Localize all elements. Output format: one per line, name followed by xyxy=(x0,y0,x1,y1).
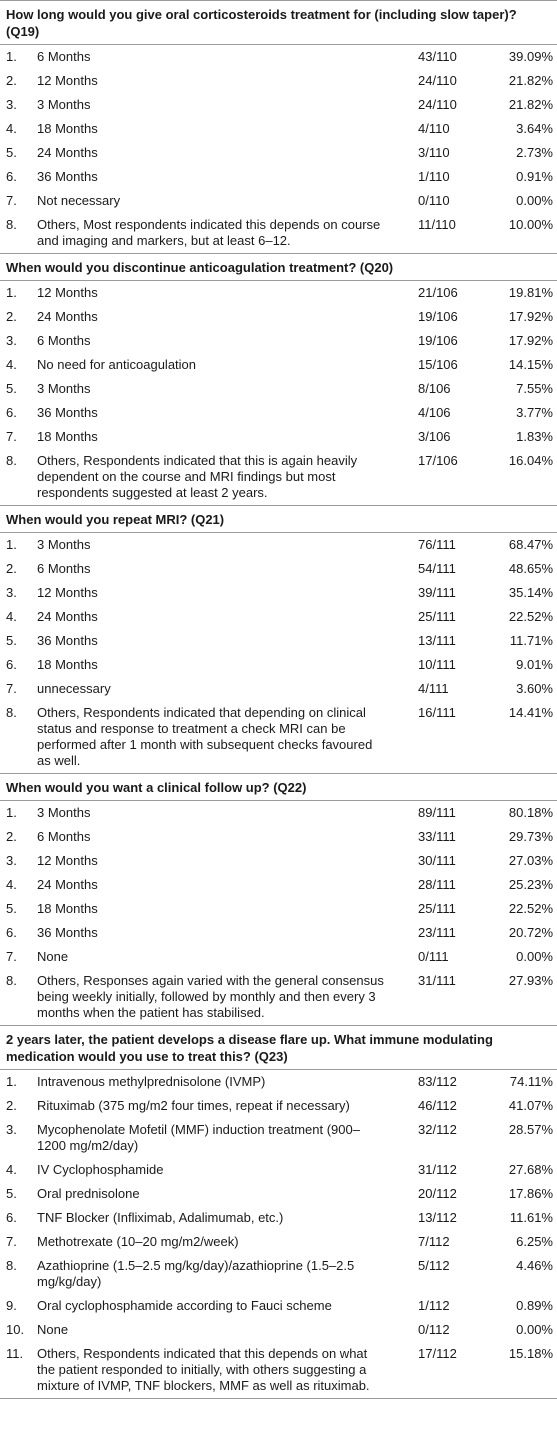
response-percentage: 0.89% xyxy=(516,1298,553,1313)
response-count: 43/110 xyxy=(418,49,457,64)
table-row xyxy=(0,1254,557,1294)
option-label: 18 Months xyxy=(37,429,98,444)
response-percentage: 80.18% xyxy=(508,805,553,820)
table-row xyxy=(0,581,557,605)
response-percentage: 41.07% xyxy=(508,1098,553,1113)
option-number: 5. xyxy=(6,381,17,396)
option-number: 8. xyxy=(6,973,17,988)
option-label: 3 Months xyxy=(37,537,91,552)
response-percentage: 22.52% xyxy=(508,609,553,624)
response-percentage: 17.92% xyxy=(508,309,553,324)
option-number: 1. xyxy=(6,1074,17,1089)
response-count: 5/112 xyxy=(418,1258,450,1273)
response-count: 3/110 xyxy=(418,145,450,160)
option-label: Azathioprine (1.5–2.5 mg/kg/day)/azathioprine (1.5–2.5 mg/kg/day) xyxy=(37,1258,355,1289)
response-percentage: 3.77% xyxy=(516,405,553,420)
option-label: No need for anticoagulation xyxy=(37,357,197,372)
response-count: 30/111 xyxy=(418,853,456,868)
table-row xyxy=(0,1158,557,1182)
response-percentage: 3.60% xyxy=(516,681,553,696)
option-label: Others, Respondents indicated that this is again heavily dependent on the course and MRI findings but most respondents suggested at least 2 years. xyxy=(37,453,358,500)
table-row xyxy=(0,305,557,329)
response-percentage: 2.73% xyxy=(516,145,553,160)
response-count: 24/110 xyxy=(418,97,457,112)
option-label: 24 Months xyxy=(37,145,98,160)
option-label: 24 Months xyxy=(37,609,98,624)
response-percentage: 35.14% xyxy=(508,585,553,600)
table-row xyxy=(0,533,557,557)
table-row xyxy=(0,281,557,305)
response-count: 1/112 xyxy=(418,1298,450,1313)
table-row xyxy=(0,165,557,189)
table-row xyxy=(0,1230,557,1254)
response-count: 89/111 xyxy=(418,805,456,820)
response-count: 76/111 xyxy=(418,537,456,552)
response-percentage: 27.03% xyxy=(508,853,553,868)
option-label: 12 Months xyxy=(37,285,98,300)
response-percentage: 11.71% xyxy=(509,633,553,648)
option-number: 1. xyxy=(6,285,17,300)
option-label: Others, Respondents indicated that depending on clinical status and response to treatment a check MRI can be performed after 1 month with subsequent checks favoured as well. xyxy=(37,705,373,768)
response-percentage: 48.65% xyxy=(508,561,553,576)
response-count: 19/106 xyxy=(418,333,458,348)
table-row xyxy=(0,653,557,677)
response-percentage: 19.81% xyxy=(508,285,553,300)
option-label: 24 Months xyxy=(37,309,98,324)
option-number: 2. xyxy=(6,829,17,844)
option-number: 6. xyxy=(6,169,17,184)
option-number: 7. xyxy=(6,193,17,208)
response-percentage: 0.00% xyxy=(516,193,553,208)
table-row xyxy=(0,605,557,629)
response-percentage: 15.18% xyxy=(508,1346,553,1361)
option-label: Methotrexate (10–20 mg/m2/week) xyxy=(37,1234,239,1249)
option-number: 5. xyxy=(6,145,17,160)
option-number: 1. xyxy=(6,537,17,552)
option-label: Rituximab (375 mg/m2 four times, repeat if necessary) xyxy=(37,1098,350,1113)
response-count: 0/112 xyxy=(418,1322,450,1337)
option-number: 8. xyxy=(6,217,17,232)
option-label: Others, Respondents indicated that this depends on what the patient responded to initially, with others suggesting a mixture of IVMP, TNF blockers, MMF as well as rituximab. xyxy=(37,1346,370,1393)
response-count: 0/110 xyxy=(418,193,450,208)
option-label: TNF Blocker (Infliximab, Adalimumab, etc.) xyxy=(37,1210,284,1225)
option-number: 8. xyxy=(6,705,17,720)
response-count: 25/111 xyxy=(418,609,456,624)
response-percentage: 11.61% xyxy=(509,1210,553,1225)
response-percentage: 21.82% xyxy=(508,97,553,112)
table-row xyxy=(0,701,557,773)
option-number: 10. xyxy=(6,1322,25,1337)
response-count: 23/111 xyxy=(418,925,456,940)
option-number: 8. xyxy=(6,1258,17,1273)
option-label: 18 Months xyxy=(37,657,98,672)
table-row xyxy=(0,897,557,921)
response-percentage: 0.00% xyxy=(516,1322,553,1337)
response-percentage: 3.64% xyxy=(516,121,553,136)
response-percentage: 7.55% xyxy=(516,381,553,396)
question-heading: When would you repeat MRI? (Q21) xyxy=(0,505,557,533)
response-count: 19/106 xyxy=(418,309,458,324)
option-number: 2. xyxy=(6,309,17,324)
response-count: 7/112 xyxy=(418,1234,450,1249)
option-label: Others, Responses again varied with the general consensus being weekly initially, followed by monthly and then every 3 months when the patient has stabilised. xyxy=(37,973,384,1020)
table-row xyxy=(0,329,557,353)
option-label: 36 Months xyxy=(37,405,98,420)
table-row xyxy=(0,557,557,581)
table-row xyxy=(0,401,557,425)
table-row xyxy=(0,425,557,449)
option-number: 6. xyxy=(6,925,17,940)
table-row xyxy=(0,825,557,849)
option-number: 2. xyxy=(6,561,17,576)
option-label: Oral cyclophosphamide according to Fauci scheme xyxy=(37,1298,332,1313)
response-percentage: 1.83% xyxy=(516,429,553,444)
response-count: 83/112 xyxy=(418,1074,457,1089)
table-row xyxy=(0,969,557,1025)
response-count: 33/111 xyxy=(418,829,456,844)
response-count: 25/111 xyxy=(418,901,456,916)
response-count: 39/111 xyxy=(418,585,456,600)
response-count: 8/106 xyxy=(418,381,451,396)
response-count: 24/110 xyxy=(418,73,457,88)
table-row xyxy=(0,1318,557,1342)
option-label: 3 Months xyxy=(37,97,91,112)
table-row xyxy=(0,141,557,165)
option-number: 5. xyxy=(6,901,17,916)
option-number: 7. xyxy=(6,681,17,696)
response-count: 16/111 xyxy=(418,705,456,720)
option-number: 2. xyxy=(6,73,17,88)
option-label: IV Cyclophosphamide xyxy=(37,1162,164,1177)
table-row xyxy=(0,1342,557,1399)
response-percentage: 17.92% xyxy=(508,333,553,348)
response-percentage: 21.82% xyxy=(508,73,553,88)
response-count: 32/112 xyxy=(418,1122,457,1137)
option-label: None xyxy=(37,1322,69,1337)
response-count: 21/106 xyxy=(418,285,458,300)
response-count: 13/111 xyxy=(418,633,456,648)
option-number: 6. xyxy=(6,1210,17,1225)
option-number: 8. xyxy=(6,453,17,468)
response-percentage: 27.68% xyxy=(508,1162,553,1177)
option-number: 3. xyxy=(6,333,17,348)
table-row xyxy=(0,1070,557,1094)
option-number: 3. xyxy=(6,853,17,868)
option-number: 6. xyxy=(6,405,17,420)
option-number: 4. xyxy=(6,609,17,624)
option-label: Mycophenolate Mofetil (MMF) induction treatment (900–1200 mg/m2/day) xyxy=(37,1122,360,1153)
question-heading: 2 years later, the patient develops a disease flare up. What immune modulating medication would you use to treat this? (Q23) xyxy=(0,1025,557,1070)
response-count: 46/112 xyxy=(418,1098,457,1113)
option-number: 6. xyxy=(6,657,17,672)
response-percentage: 14.15% xyxy=(508,357,553,372)
response-count: 0/111 xyxy=(418,949,449,964)
option-label: Oral prednisolone xyxy=(37,1186,140,1201)
response-percentage: 6.25% xyxy=(516,1234,553,1249)
response-percentage: 22.52% xyxy=(508,901,553,916)
option-label: 36 Months xyxy=(37,169,98,184)
table-row xyxy=(0,1294,557,1318)
response-percentage: 39.09% xyxy=(508,49,553,64)
response-count: 15/106 xyxy=(418,357,458,372)
table-row xyxy=(0,377,557,401)
response-count: 20/112 xyxy=(418,1186,457,1201)
option-number: 4. xyxy=(6,121,17,136)
response-count: 13/112 xyxy=(418,1210,457,1225)
option-number: 4. xyxy=(6,357,17,372)
option-number: 4. xyxy=(6,877,17,892)
response-count: 17/106 xyxy=(418,453,458,468)
response-count: 10/111 xyxy=(418,657,456,672)
table-row xyxy=(0,1094,557,1118)
response-percentage: 68.47% xyxy=(508,537,553,552)
response-count: 17/112 xyxy=(418,1346,457,1361)
response-percentage: 29.73% xyxy=(508,829,553,844)
table-row xyxy=(0,45,557,69)
option-label: Not necessary xyxy=(37,193,121,208)
table-row xyxy=(0,69,557,93)
option-number: 3. xyxy=(6,1122,17,1137)
option-number: 3. xyxy=(6,97,17,112)
option-label: None xyxy=(37,949,69,964)
option-label: Intravenous methylprednisolone (IVMP) xyxy=(37,1074,266,1089)
question-heading: When would you discontinue anticoagulation treatment? (Q20) xyxy=(0,253,557,281)
option-number: 7. xyxy=(6,1234,17,1249)
response-percentage: 17.86% xyxy=(508,1186,553,1201)
table-row xyxy=(0,801,557,825)
response-percentage: 0.91% xyxy=(516,169,553,184)
table-row xyxy=(0,117,557,141)
option-number: 3. xyxy=(6,585,17,600)
option-number: 4. xyxy=(6,1162,17,1177)
option-number: 1. xyxy=(6,805,17,820)
option-label: 3 Months xyxy=(37,381,91,396)
response-count: 31/112 xyxy=(418,1162,457,1177)
response-percentage: 10.00% xyxy=(508,217,553,232)
table-row xyxy=(0,677,557,701)
table-row xyxy=(0,1182,557,1206)
option-number: 7. xyxy=(6,949,17,964)
table-row xyxy=(0,353,557,377)
response-count: 1/110 xyxy=(418,169,450,184)
response-count: 3/106 xyxy=(418,429,451,444)
response-percentage: 16.04% xyxy=(508,453,553,468)
option-label: 3 Months xyxy=(37,805,91,820)
response-count: 4/110 xyxy=(418,121,450,136)
option-label: 12 Months xyxy=(37,73,98,88)
response-percentage: 0.00% xyxy=(516,949,553,964)
response-count: 11/110 xyxy=(418,217,456,232)
table-row xyxy=(0,873,557,897)
option-label: 12 Months xyxy=(37,585,98,600)
option-label: 6 Months xyxy=(37,49,91,64)
response-percentage: 74.11% xyxy=(509,1074,553,1089)
option-label: 18 Months xyxy=(37,901,98,916)
option-number: 1. xyxy=(6,49,17,64)
option-label: 6 Months xyxy=(37,829,91,844)
question-heading: When would you want a clinical follow up? (Q22) xyxy=(0,773,557,801)
table-row xyxy=(0,921,557,945)
option-number: 5. xyxy=(6,633,17,648)
response-count: 4/111 xyxy=(418,681,449,696)
option-label: 36 Months xyxy=(37,925,98,940)
option-label: 36 Months xyxy=(37,633,98,648)
table-row xyxy=(0,189,557,213)
response-percentage: 20.72% xyxy=(508,925,553,940)
option-label: 24 Months xyxy=(37,877,98,892)
response-count: 54/111 xyxy=(418,561,456,576)
table-row xyxy=(0,629,557,653)
response-percentage: 28.57% xyxy=(508,1122,553,1137)
table-row xyxy=(0,93,557,117)
option-number: 11. xyxy=(6,1346,24,1361)
table-row xyxy=(0,945,557,969)
response-count: 28/111 xyxy=(418,877,456,892)
response-count: 31/111 xyxy=(418,973,456,988)
table-row xyxy=(0,449,557,505)
option-number: 2. xyxy=(6,1098,17,1113)
response-percentage: 9.01% xyxy=(516,657,553,672)
option-number: 9. xyxy=(6,1298,17,1313)
response-percentage: 14.41% xyxy=(508,705,553,720)
option-label: 6 Months xyxy=(37,561,91,576)
table-row xyxy=(0,1118,557,1158)
response-percentage: 4.46% xyxy=(516,1258,553,1273)
question-heading: How long would you give oral corticosteroids treatment for (including slow taper)? (Q19) xyxy=(0,0,557,45)
response-count: 4/106 xyxy=(418,405,451,420)
option-number: 7. xyxy=(6,429,17,444)
option-label: unnecessary xyxy=(37,681,111,696)
option-label: Others, Most respondents indicated this depends on course and imaging and markers, but at least 6–12. xyxy=(37,217,381,248)
response-percentage: 27.93% xyxy=(508,973,553,988)
option-label: 12 Months xyxy=(37,853,98,868)
table-row xyxy=(0,1206,557,1230)
option-number: 5. xyxy=(6,1186,17,1201)
option-label: 18 Months xyxy=(37,121,98,136)
table-row xyxy=(0,213,557,253)
response-percentage: 25.23% xyxy=(508,877,553,892)
option-label: 6 Months xyxy=(37,333,91,348)
table-row xyxy=(0,849,557,873)
